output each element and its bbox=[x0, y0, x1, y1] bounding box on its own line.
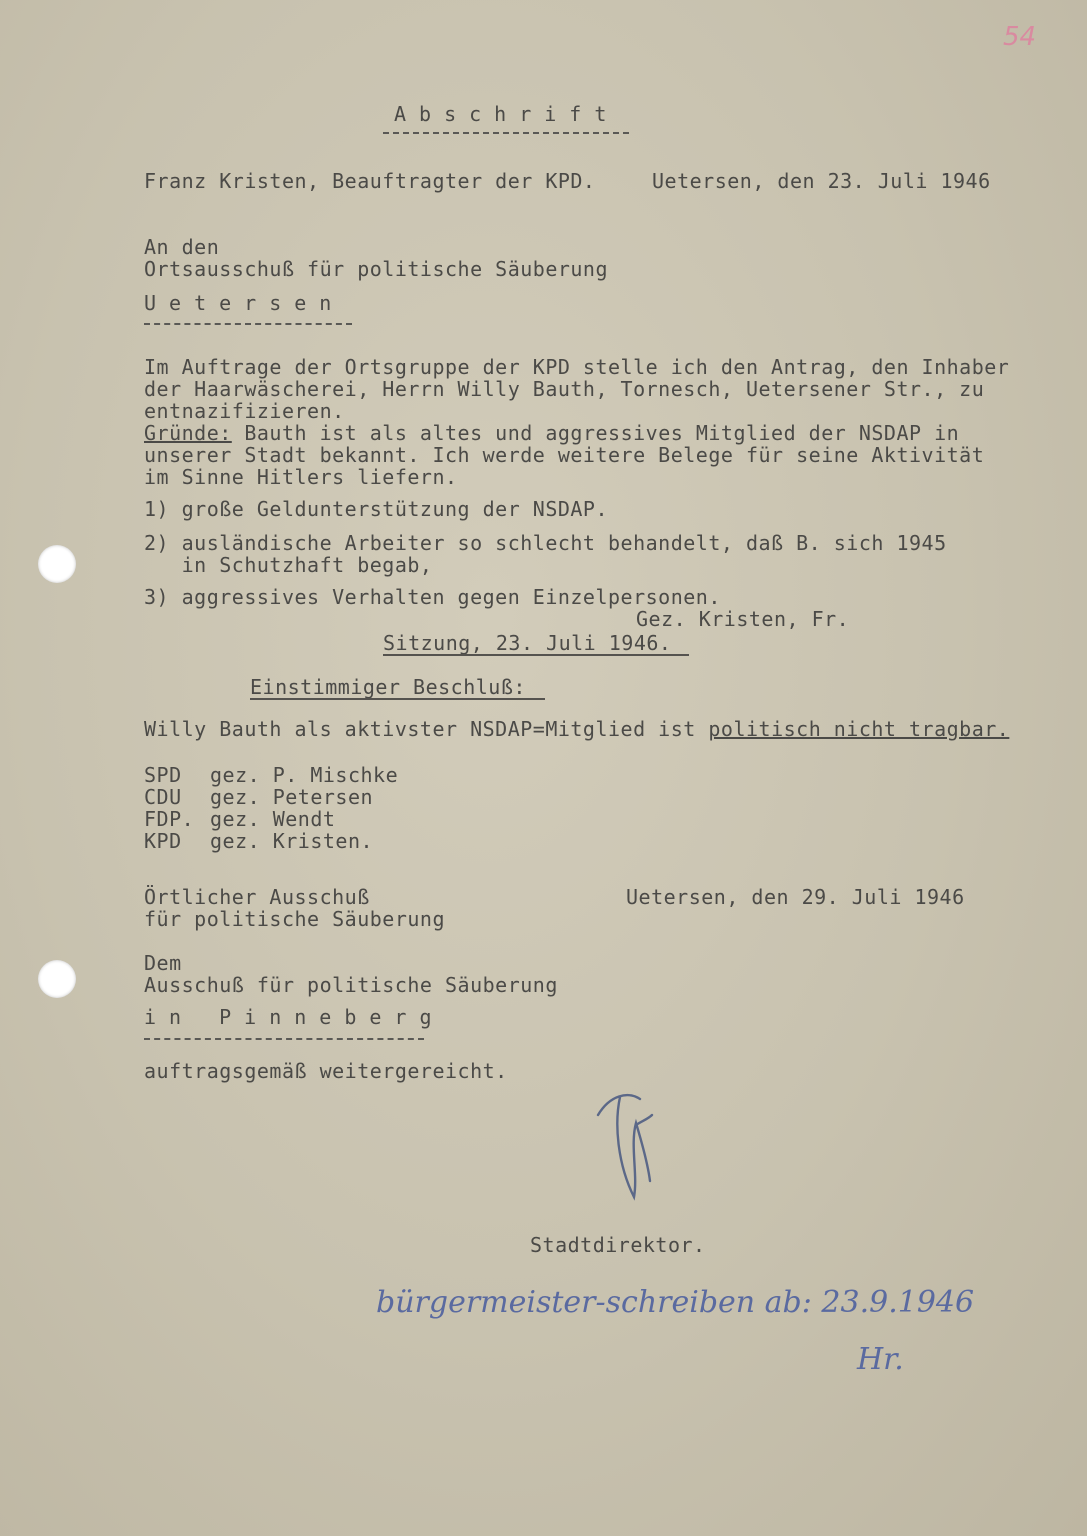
body-line1: Im Auftrage der Ortsgruppe der KPD stelle ich den Antrag, den Inhaber bbox=[144, 355, 1010, 379]
grounds-text: Bauth ist als altes und aggressives Mitglied der NSDAP in bbox=[231, 421, 960, 445]
header-date: Uetersen, den 23. Juli 1946 bbox=[652, 169, 991, 193]
grounds-line2: unserer Stadt bekannt. Ich werde weitere Belege für seine Aktivität bbox=[144, 443, 985, 467]
point-2-line2: in Schutzhaft begab, bbox=[144, 553, 433, 577]
recipient-underline bbox=[144, 1038, 424, 1040]
signatory-party: SPD bbox=[144, 763, 182, 787]
signatory-name: gez. Wendt bbox=[210, 807, 336, 831]
recipient-line2: Ausschuß für politische Säuberung bbox=[144, 973, 558, 997]
point-1: 1) große Geldunterstützung der NSDAP. bbox=[144, 497, 609, 521]
recipient-city: in Pinneberg bbox=[144, 1005, 445, 1029]
body-line2: der Haarwäscherei, Herrn Willy Bauth, Tornesch, Uetersener Str., zu bbox=[144, 377, 985, 401]
decision-label-underline bbox=[250, 698, 545, 700]
session-underline bbox=[383, 654, 689, 656]
session-line: Sitzung, 23. Juli 1946. bbox=[383, 631, 672, 655]
grounds-label: Gründe: bbox=[144, 421, 232, 445]
decision-label: Einstimmiger Beschluß: bbox=[250, 675, 526, 699]
signatory-name: gez. Kristen. bbox=[210, 829, 374, 853]
point-3: 3) aggressives Verhalten gegen Einzelpersonen. bbox=[144, 585, 721, 609]
recipient-line1: Dem bbox=[144, 951, 182, 975]
handwritten-note-line1: bürgermeister-schreiben ab: 23.9.1946 bbox=[376, 1285, 975, 1320]
addressee-line2: Ortsausschuß für politische Säuberung bbox=[144, 257, 609, 281]
signatory-name: gez. P. Mischke bbox=[210, 763, 399, 787]
decision-text: Willy Bauth als aktivster NSDAP=Mitglied ist bbox=[144, 717, 709, 741]
punch-hole-top bbox=[38, 545, 76, 583]
grounds-line3: im Sinne Hitlers liefern. bbox=[144, 465, 458, 489]
signatory-party: KPD bbox=[144, 829, 182, 853]
signatory-party: FDP. bbox=[144, 807, 195, 831]
signatory-name: gez. Petersen bbox=[210, 785, 374, 809]
body-line3: entnazifizieren. bbox=[144, 399, 345, 423]
point-2-line1: 2) ausländische Arbeiter so schlecht behandelt, daß B. sich 1945 bbox=[144, 531, 947, 555]
signatory-party: CDU bbox=[144, 785, 182, 809]
sender-line: Franz Kristen, Beauftragter der KPD. bbox=[144, 169, 596, 193]
handwritten-note-line2: Hr. bbox=[857, 1342, 904, 1377]
punch-hole-bottom bbox=[38, 960, 76, 998]
forwarded-note: auftragsgemäß weitergereicht. bbox=[144, 1059, 508, 1083]
sender-line1: Örtlicher Ausschuß bbox=[144, 885, 370, 909]
signed-by: Gez. Kristen, Fr. bbox=[636, 607, 850, 631]
decision-verdict: politisch nicht tragbar. bbox=[708, 717, 1010, 741]
page-number: 54 bbox=[1003, 22, 1037, 52]
sender-line2: für politische Säuberung bbox=[144, 907, 445, 931]
addressee-city: Uetersen bbox=[144, 291, 345, 315]
sender-date: Uetersen, den 29. Juli 1946 bbox=[626, 885, 965, 909]
grounds-line1 bbox=[144, 422, 959, 444]
decision-line bbox=[144, 718, 1009, 740]
addressee-line1: An den bbox=[144, 235, 220, 259]
title-underline bbox=[383, 132, 629, 134]
signature-mark bbox=[590, 1085, 670, 1210]
city-underline bbox=[144, 323, 352, 325]
role-stadtdirektor: Stadtdirektor. bbox=[530, 1233, 706, 1257]
document-title: Abschrift bbox=[394, 102, 620, 126]
